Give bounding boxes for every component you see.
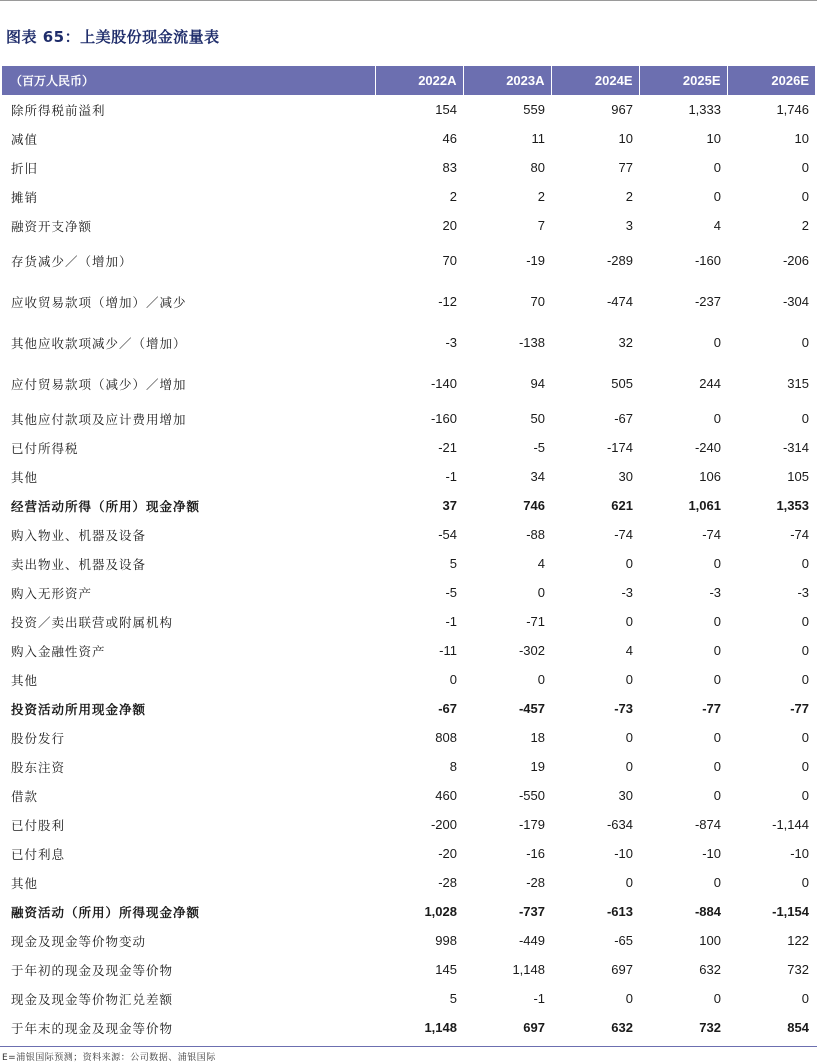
row-value: 0: [537, 672, 545, 687]
table-row: [2, 636, 815, 665]
row-value: -74: [614, 527, 633, 542]
row-value: 967: [611, 102, 633, 117]
row-value: 1,746: [776, 102, 809, 117]
row-value: -200: [430, 817, 457, 832]
figure-title: 图表 65：上美股份现金流量表: [6, 28, 220, 46]
row-value: 998: [435, 933, 457, 948]
row-value: -67: [438, 701, 457, 716]
row-value: 4: [713, 218, 721, 233]
table-row: [2, 95, 815, 124]
row-value: 0: [801, 672, 809, 687]
top-rule: [0, 0, 817, 1]
row-value: 1,028: [424, 904, 457, 919]
row-value: 77: [618, 160, 633, 175]
table-row: [2, 1013, 815, 1042]
row-value: 50: [530, 411, 545, 426]
row-label: 现金及现金等价物变动: [11, 933, 147, 949]
row-label: 购入无形资产: [11, 585, 93, 601]
row-value: 0: [625, 875, 633, 890]
row-value: 11: [531, 131, 545, 146]
row-label: 股东注资: [11, 759, 66, 775]
row-label: 投资／卖出联营或附属机构: [11, 614, 174, 630]
row-label: 股份发行: [11, 730, 66, 746]
table-row: [2, 404, 815, 433]
row-value: -179: [518, 817, 545, 832]
row-value: 0: [625, 556, 633, 571]
row-value: -77: [790, 701, 809, 716]
row-value: -74: [790, 527, 809, 542]
row-label: 卖出物业、机器及设备: [11, 556, 147, 572]
row-value: 854: [787, 1020, 809, 1035]
row-value: 0: [713, 335, 721, 350]
table-row: [2, 433, 815, 462]
row-value: -1: [445, 469, 457, 484]
row-value: -874: [694, 817, 721, 832]
row-value: 0: [713, 759, 721, 774]
row-value: 0: [449, 672, 457, 687]
row-label: 减值: [11, 131, 39, 147]
row-value: 0: [713, 730, 721, 745]
table-row: [2, 322, 815, 363]
header-2025e: 2025E: [639, 66, 727, 95]
table-row: [2, 363, 815, 404]
row-value: -1,154: [772, 904, 809, 919]
row-value: 0: [713, 189, 721, 204]
row-value: 0: [801, 991, 809, 1006]
row-value: 746: [523, 498, 545, 513]
table-row: [2, 240, 815, 281]
row-value: 30: [618, 788, 633, 803]
row-value: 37: [442, 498, 457, 513]
row-label: 融资开支净额: [11, 218, 93, 234]
row-value: -21: [438, 440, 457, 455]
row-value: -302: [518, 643, 545, 658]
row-value: -3: [621, 585, 633, 600]
row-value: -20: [438, 846, 457, 861]
row-value: 0: [713, 614, 721, 629]
row-value: -3: [797, 585, 809, 600]
row-value: 632: [699, 962, 721, 977]
row-value: 0: [625, 614, 633, 629]
row-value: 83: [442, 160, 457, 175]
table-row: [2, 810, 815, 839]
row-value: 0: [801, 788, 809, 803]
row-value: 3: [625, 218, 633, 233]
table-row: [2, 578, 815, 607]
row-value: 0: [801, 730, 809, 745]
table-row: [2, 124, 815, 153]
row-value: 732: [787, 962, 809, 977]
row-value: -237: [694, 294, 721, 309]
row-value: 1,148: [424, 1020, 457, 1035]
row-value: 100: [699, 933, 721, 948]
row-value: -550: [518, 788, 545, 803]
row-value: 30: [618, 469, 633, 484]
row-value: 46: [442, 131, 457, 146]
row-value: 10: [794, 131, 809, 146]
row-value: -613: [606, 904, 633, 919]
row-value: -3: [709, 585, 721, 600]
table-row: [2, 984, 815, 1013]
table-row: [2, 665, 815, 694]
row-value: -1: [445, 614, 457, 629]
row-value: 4: [537, 556, 545, 571]
row-value: 2: [801, 218, 809, 233]
row-value: -73: [614, 701, 633, 716]
row-value: -12: [438, 294, 457, 309]
row-value: 10: [706, 131, 721, 146]
row-label: 其他: [11, 875, 39, 891]
row-value: -206: [782, 253, 809, 268]
row-value: -457: [518, 701, 545, 716]
header-2026e: 2026E: [727, 66, 815, 95]
table-row: [2, 520, 815, 549]
cash-flow-table: [2, 66, 815, 1042]
row-value: 32: [618, 335, 633, 350]
row-value: -737: [518, 904, 545, 919]
row-value: 1,353: [776, 498, 809, 513]
table-row: [2, 752, 815, 781]
row-label: 其他: [11, 672, 39, 688]
table-row: [2, 607, 815, 636]
row-value: -10: [790, 846, 809, 861]
row-value: 505: [611, 376, 633, 391]
row-label: 存货减少／（增加）: [11, 253, 133, 269]
row-value: 732: [699, 1020, 721, 1035]
table-row: [2, 281, 815, 322]
row-value: 105: [787, 469, 809, 484]
row-value: 244: [699, 376, 721, 391]
row-value: 0: [713, 556, 721, 571]
table-row: [2, 153, 815, 182]
row-value: 0: [713, 991, 721, 1006]
row-value: -1: [533, 991, 545, 1006]
row-value: 122: [787, 933, 809, 948]
row-value: 20: [442, 218, 457, 233]
row-value: -10: [702, 846, 721, 861]
row-value: -314: [782, 440, 809, 455]
table-row: [2, 955, 815, 984]
row-value: -5: [533, 440, 545, 455]
row-label: 已付所得税: [11, 440, 79, 456]
row-label: 除所得税前溢利: [11, 102, 106, 118]
row-value: 10: [618, 131, 633, 146]
row-value: 0: [625, 672, 633, 687]
row-value: 8: [449, 759, 457, 774]
row-value: -71: [526, 614, 545, 629]
row-value: -3: [445, 335, 457, 350]
row-value: 7: [537, 218, 545, 233]
row-value: -54: [438, 527, 457, 542]
table-header-row: [2, 66, 815, 95]
row-label: 已付股利: [11, 817, 66, 833]
row-value: -240: [694, 440, 721, 455]
row-value: 5: [449, 556, 457, 571]
table-row: [2, 491, 815, 520]
row-value: -77: [702, 701, 721, 716]
row-label: 购入物业、机器及设备: [11, 527, 147, 543]
row-value: 18: [530, 730, 545, 745]
row-value: 0: [713, 160, 721, 175]
row-value: -65: [614, 933, 633, 948]
row-value: 2: [625, 189, 633, 204]
row-value: -11: [439, 643, 457, 658]
row-label: 应收贸易款项（增加）／减少: [11, 294, 187, 310]
row-value: 19: [530, 759, 545, 774]
row-label: 其他应付款项及应计费用增加: [11, 411, 187, 427]
header-2023a: 2023A: [463, 66, 551, 95]
row-value: 0: [801, 189, 809, 204]
row-label: 于年初的现金及现金等价物: [11, 962, 174, 978]
row-label: 折旧: [11, 160, 39, 176]
row-value: -634: [606, 817, 633, 832]
row-value: 0: [625, 730, 633, 745]
row-value: -16: [526, 846, 545, 861]
row-value: 621: [611, 498, 633, 513]
table-row: [2, 549, 815, 578]
row-label: 现金及现金等价物汇兑差额: [11, 991, 174, 1007]
header-2022a: 2022A: [375, 66, 463, 95]
row-value: -160: [694, 253, 721, 268]
row-value: 70: [530, 294, 545, 309]
row-value: -5: [445, 585, 457, 600]
row-value: 2: [449, 189, 457, 204]
row-value: 559: [523, 102, 545, 117]
source-note: E=浦银国际预测；资料来源：公司数据、浦银国际: [2, 1053, 216, 1063]
row-value: 315: [787, 376, 809, 391]
row-value: 2: [537, 189, 545, 204]
row-value: 0: [625, 759, 633, 774]
row-label: 应付贸易款项（减少）／增加: [11, 376, 187, 392]
row-value: -10: [614, 846, 633, 861]
row-label: 其他应收款项减少／（增加）: [11, 335, 187, 351]
row-value: -160: [430, 411, 457, 426]
row-value: -289: [606, 253, 633, 268]
row-value: -474: [606, 294, 633, 309]
row-value: -19: [526, 253, 545, 268]
row-value: 0: [801, 556, 809, 571]
row-value: 0: [801, 759, 809, 774]
row-value: 460: [435, 788, 457, 803]
table-row: [2, 694, 815, 723]
row-value: 106: [699, 469, 721, 484]
header-unit: （百万人民币）: [2, 66, 375, 95]
row-value: 697: [523, 1020, 545, 1035]
row-value: 0: [713, 875, 721, 890]
row-value: -67: [614, 411, 633, 426]
row-value: -884: [694, 904, 721, 919]
table-body: [2, 95, 815, 1042]
row-value: 0: [801, 411, 809, 426]
row-label: 借款: [11, 788, 39, 804]
row-value: 632: [611, 1020, 633, 1035]
row-value: 4: [625, 643, 633, 658]
row-value: -74: [702, 527, 721, 542]
row-value: 697: [611, 962, 633, 977]
bottom-rule: [0, 1046, 817, 1047]
row-value: 80: [530, 160, 545, 175]
table-row: [2, 839, 815, 868]
row-value: 0: [801, 614, 809, 629]
table-row: [2, 182, 815, 211]
row-value: 1,061: [688, 498, 721, 513]
row-value: -138: [518, 335, 545, 350]
table-row: [2, 868, 815, 897]
row-label: 其他: [11, 469, 39, 485]
row-value: 0: [625, 991, 633, 1006]
row-value: -304: [782, 294, 809, 309]
row-value: 0: [801, 160, 809, 175]
row-label: 经营活动所得（所用）现金净额: [11, 498, 201, 514]
table-row: [2, 897, 815, 926]
row-value: -28: [526, 875, 545, 890]
table-row: [2, 462, 815, 491]
row-value: 1,333: [688, 102, 721, 117]
row-value: 154: [435, 102, 457, 117]
row-value: 0: [537, 585, 545, 600]
row-value: 34: [530, 469, 545, 484]
row-label: 购入金融性资产: [11, 643, 106, 659]
table-row: [2, 211, 815, 240]
row-value: 145: [435, 962, 457, 977]
row-value: 0: [713, 411, 721, 426]
row-value: -449: [518, 933, 545, 948]
row-value: 0: [713, 788, 721, 803]
row-value: 70: [442, 253, 457, 268]
header-2024e: 2024E: [551, 66, 639, 95]
row-value: -1,144: [772, 817, 809, 832]
row-value: 0: [801, 643, 809, 658]
table-row: [2, 926, 815, 955]
row-value: 94: [530, 376, 545, 391]
row-label: 于年末的现金及现金等价物: [11, 1020, 174, 1036]
row-value: -88: [526, 527, 545, 542]
row-value: -28: [438, 875, 457, 890]
row-label: 投资活动所用现金净额: [11, 701, 147, 717]
row-value: 5: [449, 991, 457, 1006]
row-value: -140: [430, 376, 457, 391]
row-label: 摊销: [11, 189, 39, 205]
table-row: [2, 723, 815, 752]
row-value: -174: [606, 440, 633, 455]
row-label: 融资活动（所用）所得现金净额: [11, 904, 201, 920]
row-value: 808: [435, 730, 457, 745]
row-value: 0: [801, 335, 809, 350]
row-value: 0: [713, 672, 721, 687]
row-value: 0: [713, 643, 721, 658]
row-value: 1,148: [512, 962, 545, 977]
table-row: [2, 781, 815, 810]
row-label: 已付利息: [11, 846, 66, 862]
row-value: 0: [801, 875, 809, 890]
